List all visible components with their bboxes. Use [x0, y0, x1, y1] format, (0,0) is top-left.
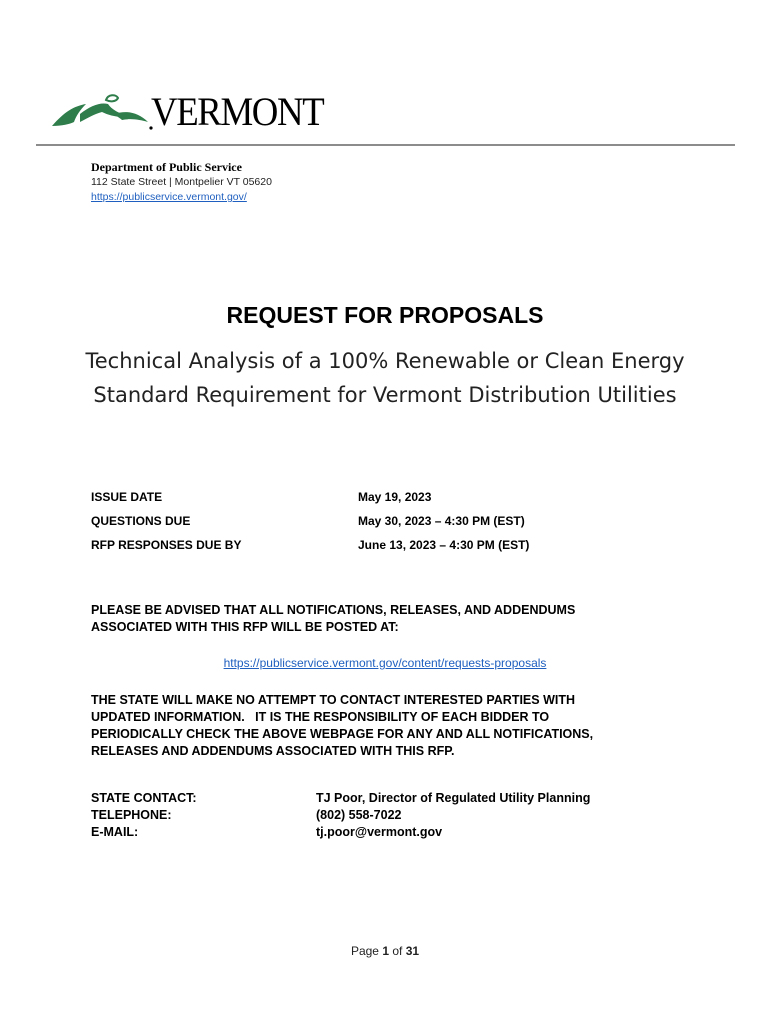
page-prefix: Page — [350, 944, 383, 958]
contact-value: TJ Poor, Director of Regulated Utility Planning — [316, 791, 591, 805]
page-of-text: of — [389, 944, 406, 958]
header-divider — [36, 144, 735, 146]
department-block — [91, 160, 272, 205]
date-label: RFP RESPONSES DUE BY — [91, 538, 242, 552]
contact-row — [91, 824, 691, 841]
date-row — [91, 512, 651, 536]
notice-line: RELEASES AND ADDENDUMS ASSOCIATED WITH THIS RFP. — [91, 744, 455, 758]
date-value: May 30, 2023 – 4:30 PM (EST) — [358, 514, 525, 528]
date-label: QUESTIONS DUE — [91, 514, 191, 528]
rfp-webpage-link[interactable]: https://publicservice.vermont.gov/content/requests-proposals — [223, 656, 547, 670]
vermont-logo — [50, 88, 330, 134]
contact-row — [91, 790, 691, 807]
page-footer — [0, 943, 770, 959]
date-value: May 19, 2023 — [358, 490, 432, 504]
date-value: June 13, 2023 – 4:30 PM (EST) — [358, 538, 530, 552]
department-address: 112 State Street | Montpelier VT 05620 — [91, 176, 272, 188]
key-dates-table — [91, 488, 651, 560]
notice-line: UPDATED INFORMATION. IT IS THE RESPONSIBILITY OF EACH BIDDER TO — [91, 710, 550, 724]
notice-line: PERIODICALLY CHECK THE ABOVE WEBPAGE FOR ANY AND ALL NOTIFICATIONS, — [91, 727, 594, 741]
date-row — [91, 488, 651, 512]
advisory-text — [91, 602, 691, 636]
vermont-mountain-logo-icon — [50, 88, 160, 134]
department-url-link[interactable]: https://publicservice.vermont.gov/ — [91, 191, 247, 203]
advisory-line: ASSOCIATED WITH THIS RFP WILL BE POSTED AT: — [91, 620, 399, 634]
document-title: REQUEST FOR PROPOSALS — [226, 302, 544, 328]
notice-line: THE STATE WILL MAKE NO ATTEMPT TO CONTACT INTERESTED PARTIES WITH — [91, 693, 576, 707]
current-page-number: 1 — [382, 944, 389, 958]
advisory-line: PLEASE BE ADVISED THAT ALL NOTIFICATIONS, RELEASES, AND ADDENDUMS — [91, 603, 576, 617]
contact-label: TELEPHONE: — [91, 808, 172, 822]
document-subtitle — [60, 344, 710, 412]
subtitle-line: Technical Analysis of a 100% Renewable or Clean Energy — [85, 349, 685, 373]
logo-wordmark: VERMONT — [151, 89, 324, 134]
date-row — [91, 536, 651, 560]
contact-label: E-MAIL: — [91, 825, 139, 839]
date-label: ISSUE DATE — [91, 490, 163, 504]
email-link[interactable]: tj.poor@vermont.gov — [316, 825, 443, 839]
notice-text — [91, 692, 691, 760]
subtitle-line: Standard Requirement for Vermont Distribution Utilities — [93, 383, 677, 407]
contact-label: STATE CONTACT: — [91, 791, 197, 805]
department-name: Department of Public Service — [91, 160, 242, 174]
state-contact-block — [91, 790, 691, 841]
total-page-count: 31 — [405, 944, 420, 958]
contact-row — [91, 807, 691, 824]
contact-value: (802) 558-7022 — [316, 808, 402, 822]
